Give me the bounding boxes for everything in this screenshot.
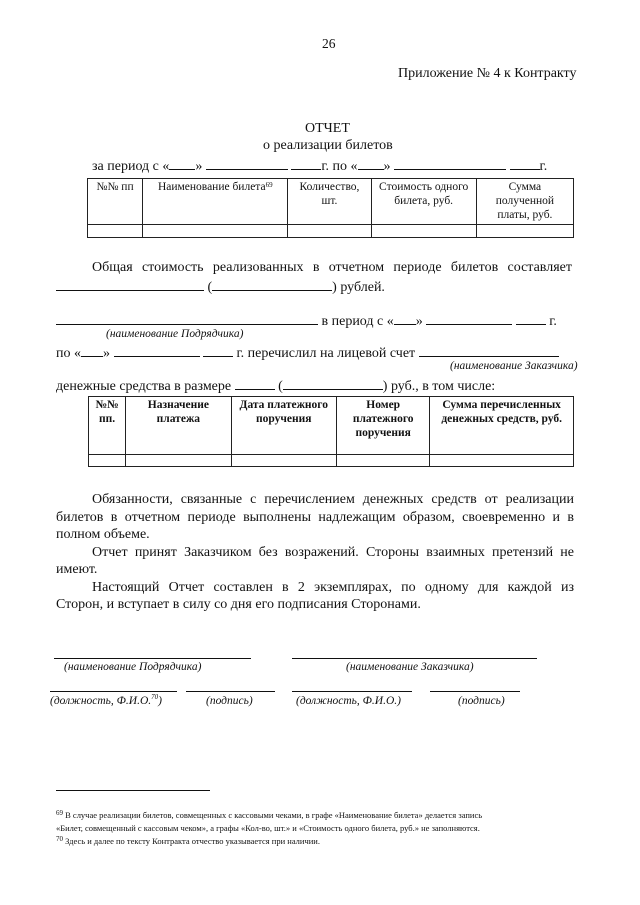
table-row <box>89 455 574 467</box>
footnote-69-mark: 69 <box>56 809 63 817</box>
quote-close-2: » <box>383 159 391 174</box>
customer-caption: (наименование Заказчика) <box>450 360 578 372</box>
footnote-ref-70: 70 <box>151 693 159 701</box>
year-label: г. <box>539 159 548 174</box>
cell[interactable] <box>336 455 429 467</box>
footnote-69-line1 <box>56 809 482 822</box>
customer-name-line[interactable] <box>292 658 537 659</box>
year-label-2: г. <box>549 314 557 329</box>
contractor-signature-line[interactable] <box>186 691 275 692</box>
quote-close: » <box>195 159 203 174</box>
cell[interactable] <box>231 455 336 467</box>
col-ticket-name-label: Наименование билета <box>157 181 266 193</box>
contractor-caption: (наименование Подрядчика) <box>106 328 244 340</box>
in-period-label: в период с « <box>321 314 394 329</box>
amount-label: денежные средства в размере <box>56 379 232 394</box>
tickets-table-header <box>88 179 574 225</box>
col-quantity: Количество, шт. <box>288 179 371 225</box>
cell[interactable] <box>143 225 288 238</box>
footnote-separator <box>56 790 210 791</box>
tickets-table <box>87 178 574 238</box>
payments-table <box>88 396 574 467</box>
transferred-label: г. перечислил на лицевой счет <box>236 346 416 361</box>
position-left-label: (должность, Ф.И.О. <box>50 695 152 707</box>
cell[interactable] <box>88 225 143 238</box>
quote-close-4: » <box>103 346 110 361</box>
col-number: №№ пп <box>88 179 143 225</box>
col-order-date: Дата платежного поручения <box>231 397 336 455</box>
cell[interactable] <box>89 455 126 467</box>
para3-line2: Сторон, и вступает в силу со дня его подписания Сторонами. <box>56 597 421 612</box>
total-line-1: Общая стоимость реализованных в отчетном периоде билетов составляет <box>92 260 572 275</box>
page-number: 26 <box>322 36 336 51</box>
para3-line1: Настоящий Отчет составлен в 2 экземплярах, по одному для каждой из <box>92 580 574 595</box>
table-row <box>88 225 574 238</box>
paren-open: ( <box>207 280 213 295</box>
cell[interactable] <box>288 225 371 238</box>
col-amount: Сумма перечисленных денежных средств, руб. <box>430 397 574 455</box>
para2-line2: имеют. <box>56 562 98 577</box>
period-from-label: за период с « <box>92 159 170 174</box>
col-unit-price: Стоимость одного билета, руб. <box>371 179 476 225</box>
payments-table-header <box>89 397 574 455</box>
col-total-paid: Сумма полученной платы, руб. <box>476 179 573 225</box>
contractor-name-line[interactable] <box>54 658 251 659</box>
appendix-title: Приложение № 4 к Контракту <box>398 66 577 81</box>
para1-line3: полном объеме. <box>56 527 150 542</box>
cell[interactable] <box>371 225 476 238</box>
para2-line1: Отчет принят Заказчиком без возражений. Стороны взаимных претензий не <box>92 545 574 560</box>
para1-line1: Обязанности, связанные с перечислением денежных средств от реализации <box>92 492 574 507</box>
cell[interactable] <box>476 225 573 238</box>
sig-position-right: (должность, Ф.И.О.) <box>296 695 401 707</box>
total-line-2 <box>56 278 385 296</box>
col-ticket-name <box>143 179 288 225</box>
footnote-70-text: Здесь и далее по тексту Контракта отчество указывается при наличии. <box>65 836 320 846</box>
cell[interactable] <box>126 455 231 467</box>
total-rubles-label: ) рублей. <box>332 280 385 295</box>
quote-close-3: » <box>415 314 423 329</box>
transfer-line-3 <box>56 377 495 395</box>
paren-open-2: ( <box>278 379 283 394</box>
sig-position-left <box>50 695 162 707</box>
sig-signature-left: (подпись) <box>206 695 253 707</box>
to-label: по « <box>56 346 81 361</box>
report-title: ОТЧЕТ <box>305 121 350 136</box>
sig-contractor-caption: (наименование Подрядчика) <box>64 661 202 673</box>
report-period-line <box>92 157 547 175</box>
footnote-ref-69: 69 <box>265 181 273 189</box>
period-to-label: г. по « <box>321 159 358 174</box>
footnote-69-text1: В случае реализации билетов, совмещенных с кассовыми чеками, в графе «Наименование билета» делается запись <box>65 810 483 820</box>
paren-close: ) <box>158 695 162 707</box>
footnote-69-line2: «Билет, совмещенный с кассовым чеком», а графы «Кол-во, шт.» и «Стоимость одного билета, руб.» не заполняются. <box>56 823 480 833</box>
sig-customer-caption: (наименование Заказчика) <box>346 661 474 673</box>
customer-signature-line[interactable] <box>430 691 520 692</box>
col-payment-purpose: Назначение платежа <box>126 397 231 455</box>
report-subtitle: о реализации билетов <box>263 138 393 153</box>
col-number-2: №№ пп. <box>89 397 126 455</box>
col-order-number: Номер платежного поручения <box>336 397 429 455</box>
contractor-position-line[interactable] <box>50 691 177 692</box>
customer-position-line[interactable] <box>292 691 412 692</box>
sig-signature-right: (подпись) <box>458 695 505 707</box>
footnote-70 <box>56 835 320 848</box>
including-label: ) руб., в том числе: <box>382 379 496 394</box>
footnote-70-mark: 70 <box>56 835 63 843</box>
para1-line2: билетов в отчетном периоде выполнены надлежащим образом, своевременно и в <box>56 510 574 525</box>
cell[interactable] <box>430 455 574 467</box>
